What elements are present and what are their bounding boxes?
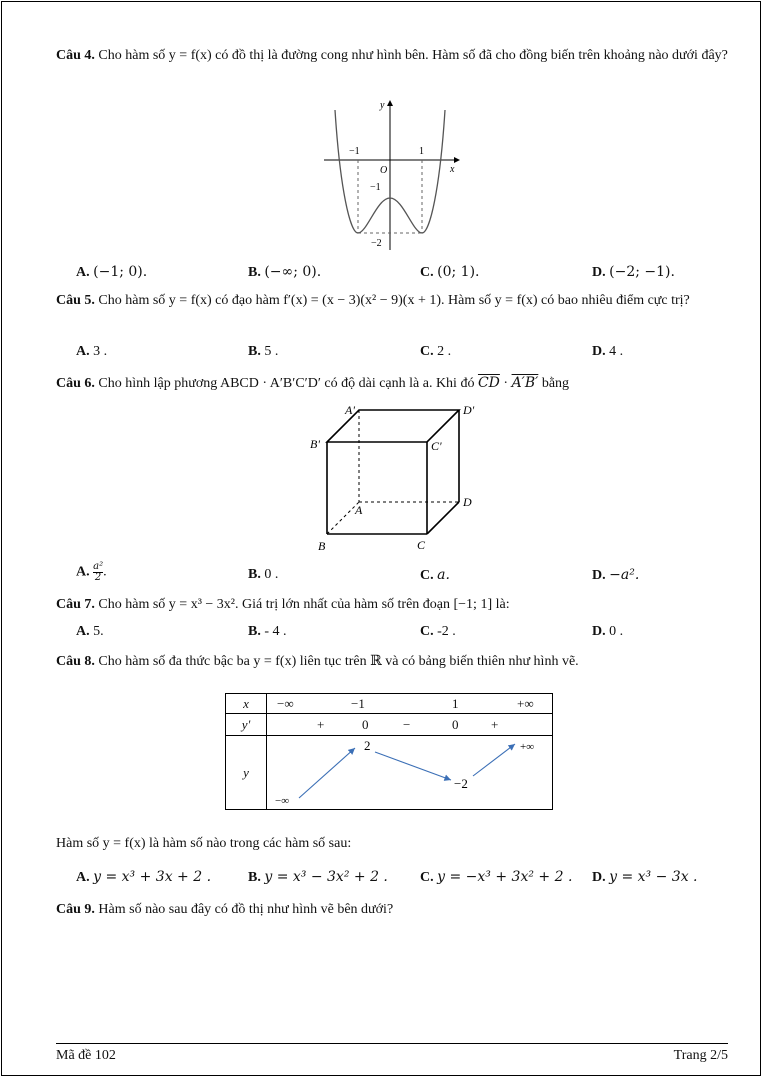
question-label: Câu 8. — [56, 654, 95, 669]
variation-table — [225, 693, 553, 810]
tick-label-ym1: −1 — [370, 182, 381, 193]
question-7 — [56, 591, 728, 618]
x-val: −∞ — [277, 696, 294, 711]
option-a[interactable]: A. 3 . — [76, 344, 108, 359]
y-val: 2 — [364, 738, 371, 753]
yp-zero: 0 — [362, 717, 369, 732]
q8-options — [76, 869, 736, 889]
option-d[interactable]: D. (−2; −1). — [592, 264, 675, 280]
tick-label-xm1: −1 — [349, 146, 360, 157]
question-label: Câu 7. — [56, 597, 95, 612]
q5-options — [76, 344, 736, 364]
yp-sign: + — [491, 717, 499, 732]
x-axis-label: x — [450, 164, 455, 175]
x-val: 1 — [452, 696, 459, 711]
vertex-c1: C' — [431, 439, 442, 453]
question-9 — [56, 896, 728, 923]
question-8-prompt — [56, 830, 728, 857]
yp-sign: − — [403, 717, 411, 732]
q6-cube — [305, 402, 495, 552]
yp-sign: + — [317, 717, 325, 732]
question-text: Cho hàm số y = f(x) có đồ thị là đường cong như hình bên. Hàm số đã cho đồng biến trên khoảng nào dưới đây? — [98, 48, 728, 63]
question-6: Câu 6. Cho hình lập phương ABCD · A′B′C′D′ có độ dài cạnh là a. Khi đó $\overline{CD} \cdot A'B'$ bằng — [56, 375, 570, 391]
vertex-c: C — [417, 538, 426, 552]
option-b[interactable]: B. 0 . — [248, 567, 279, 582]
question-label: Câu 9. — [56, 902, 95, 917]
yp-zero: 0 — [452, 717, 459, 732]
q4-graph — [322, 98, 462, 258]
tick-label-ym2: −2 — [371, 238, 382, 249]
option-a[interactable]: A. y = x³ + 3x + 2 . — [76, 869, 212, 885]
variation-arrows — [267, 736, 553, 810]
option-b[interactable]: B. y = x³ − 3x² + 2 . — [248, 869, 388, 885]
vertex-a1: A' — [345, 403, 355, 417]
question-label: Câu 4. — [56, 48, 95, 63]
vertex-a: A — [355, 503, 363, 517]
x-val: +∞ — [517, 696, 534, 711]
vector-cd: $\overline{CD}$ — [477, 375, 500, 391]
option-a[interactable]: A. (−1; 0). — [76, 264, 148, 280]
q4-options — [76, 264, 736, 284]
tick-label-x1: 1 — [419, 146, 424, 157]
y-val: −∞ — [275, 795, 290, 807]
y-header: y — [243, 764, 249, 780]
question-label: Câu 5. — [56, 293, 95, 308]
y-val: +∞ — [520, 741, 535, 753]
option-b[interactable]: B. - 4 . — [248, 624, 287, 639]
question-label: Câu 6. — [56, 376, 95, 391]
question-text: Cho hàm số y = x³ − 3x². Giá trị lớn nhất của hàm số trên đoạn [−1; 1] là: — [98, 597, 510, 612]
option-d[interactable]: D. y = x³ − 3x . — [592, 869, 698, 885]
x-val: −1 — [351, 696, 365, 711]
q7-options — [76, 624, 736, 644]
option-a[interactable]: A. 5. — [76, 624, 104, 639]
question-8 — [56, 648, 728, 675]
vertex-d1: D' — [463, 403, 475, 417]
question-text: Cho hình lập phương ABCD · A′B′C′D′ có độ dài cạnh là a. Khi đó — [98, 376, 478, 391]
option-c[interactable]: C. (0; 1). — [420, 264, 480, 280]
y-val: −2 — [454, 776, 468, 791]
option-c[interactable]: C. 2 . — [420, 344, 452, 359]
option-c[interactable]: C. -2 . — [420, 624, 456, 639]
yprime-header: y' — [241, 716, 251, 732]
question-text: Hàm số y = f(x) là hàm số nào trong các hàm số sau: — [56, 836, 352, 851]
option-b[interactable]: B. 5 . — [248, 344, 279, 359]
question-4 — [56, 42, 728, 69]
option-c[interactable]: C. y = −x³ + 3x² + 2 . — [420, 869, 573, 885]
vector-a1b1: A′B′ — [511, 375, 539, 391]
page-footer — [56, 1043, 728, 1063]
question-text: Hàm số nào sau đây có đồ thị như hình vẽ bên dưới? — [98, 902, 394, 917]
vertex-b: B — [318, 539, 326, 552]
vertex-d: D — [463, 495, 472, 509]
exam-code: Mã đề 102 — [56, 1048, 116, 1063]
x-header: x — [243, 695, 249, 711]
option-d[interactable]: D. 0 . — [592, 624, 624, 639]
q6-options — [76, 562, 736, 588]
question-text: Cho hàm số y = f(x) có đạo hàm f′(x) = (x − 3)(x² − 9)(x + 1). Hàm số y = f(x) có bao nhiêu điểm cực trị? — [98, 293, 690, 308]
page-number: Trang 2/5 — [673, 1048, 728, 1063]
option-b[interactable]: B. (−∞; 0). — [248, 264, 322, 280]
option-a[interactable]: A. $\frac{\text{a²}}{2}$ . — [76, 561, 107, 583]
option-d[interactable]: D. −a². — [592, 567, 640, 583]
question-5 — [56, 287, 728, 314]
option-d[interactable]: D. 4 . — [592, 344, 624, 359]
option-c[interactable]: C. a. — [420, 567, 450, 583]
y-axis-label: y — [380, 100, 385, 111]
origin-label: O — [380, 165, 388, 176]
vertex-b1: B' — [310, 437, 320, 451]
question-text: Cho hàm số đa thức bậc ba y = f(x) liên tục trên ℝ và có bảng biến thiên như hình vẽ. — [98, 654, 579, 669]
